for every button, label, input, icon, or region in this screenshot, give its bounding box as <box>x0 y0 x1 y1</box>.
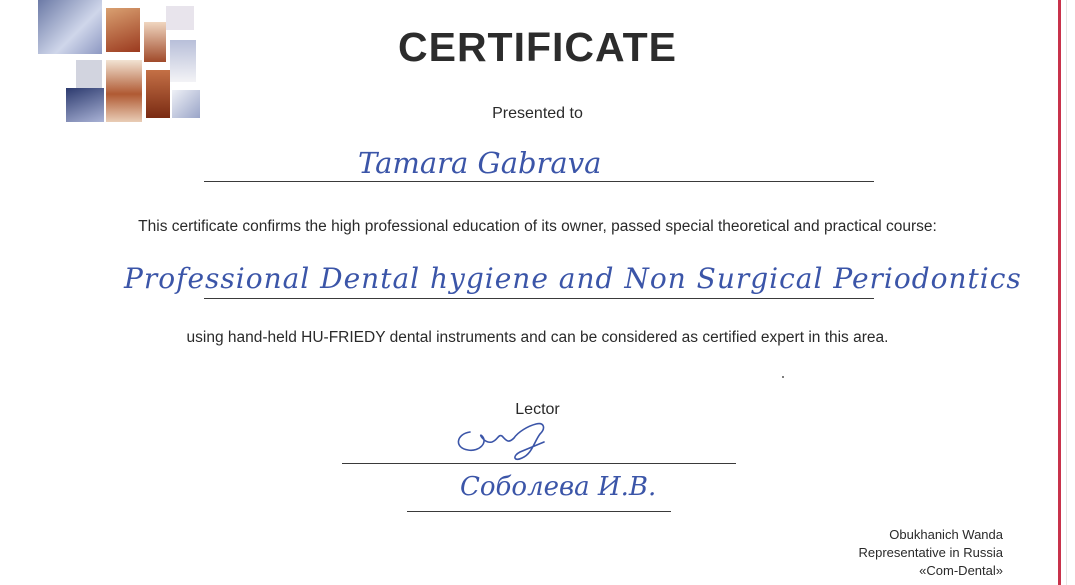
lector-name: Соболева И.В. <box>460 472 657 502</box>
lector-signature-line <box>342 463 736 464</box>
representative-name: Obukhanich Wanda <box>889 527 1003 542</box>
right-border-stripe <box>1058 0 1061 585</box>
lector-signature <box>448 412 568 468</box>
recipient-name: Tamara Gabrava <box>358 146 602 180</box>
course-name: Professional Dental hygiene and Non Surgical Periodontics <box>124 262 1022 295</box>
certificate-title: CERTIFICATE <box>397 24 677 70</box>
presented-to-label: Presented to <box>492 105 583 122</box>
course-name-line <box>204 298 874 299</box>
lector-name-line <box>407 511 671 512</box>
representative-role: Representative in Russia <box>858 545 1003 560</box>
page-edge-line <box>1066 0 1067 585</box>
usage-text: using hand-held HU-FRIEDY dental instruments and can be considered as certified expert in this area. <box>186 329 889 346</box>
confirmation-text: This certificate confirms the high professional education of its owner, passed special theoretical and practical course: <box>138 218 937 235</box>
representative-block <box>858 526 1003 580</box>
representative-company: «Com-Dental» <box>919 563 1003 578</box>
lector-label: Lector <box>515 401 560 418</box>
speck <box>782 376 784 378</box>
recipient-name-line <box>204 181 874 182</box>
